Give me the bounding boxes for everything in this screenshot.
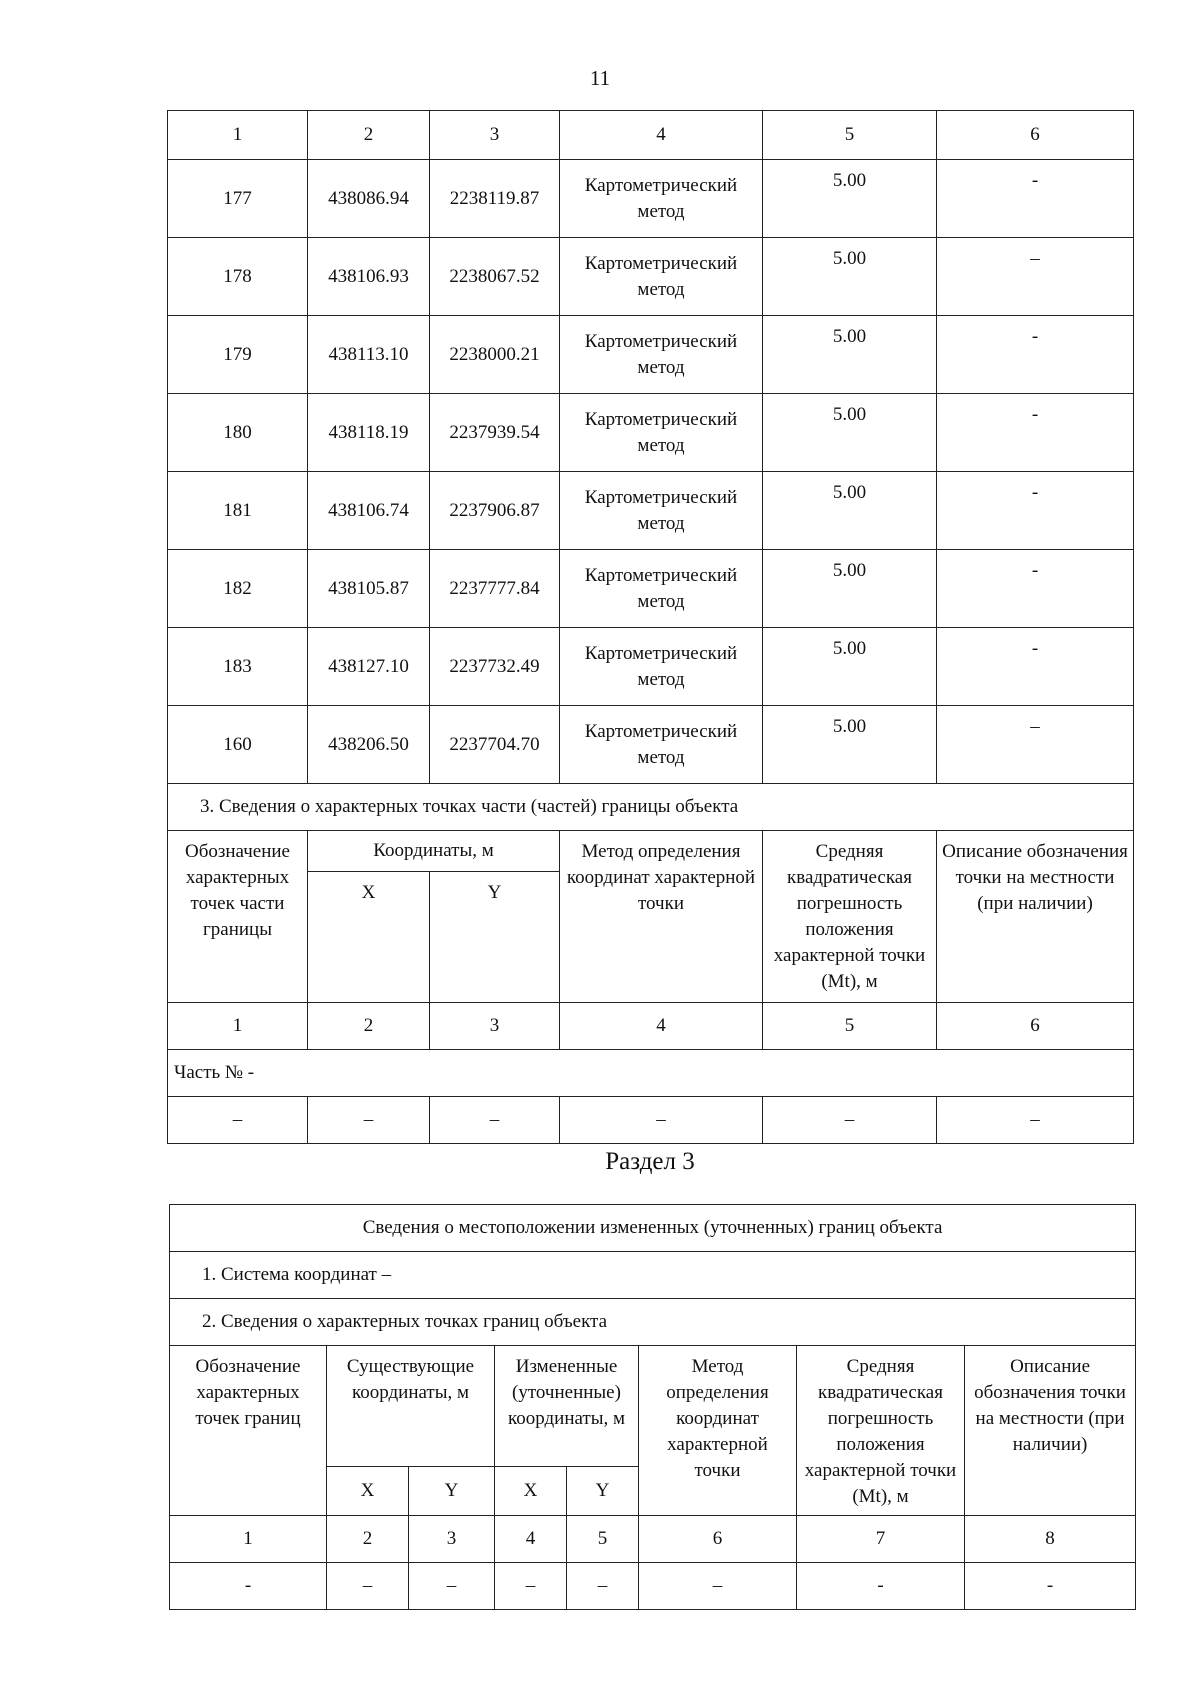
point-description: - bbox=[937, 394, 1134, 472]
header-y-changed: Y bbox=[567, 1467, 639, 1516]
header-y: Y bbox=[430, 872, 560, 1003]
header-changed-coordinates: Измененные (уточненные) координаты, м bbox=[495, 1346, 639, 1467]
point-designation: 179 bbox=[168, 316, 308, 394]
x-coordinate: 438113.10 bbox=[308, 316, 430, 394]
part-label: Часть № - bbox=[168, 1050, 1134, 1097]
col-number: 5 bbox=[763, 1003, 937, 1050]
x-coordinate: 438105.87 bbox=[308, 550, 430, 628]
method: Картометрический метод bbox=[560, 394, 763, 472]
method: Картометрический метод bbox=[560, 316, 763, 394]
table-row bbox=[168, 238, 1134, 316]
changed-boundaries-table bbox=[169, 1204, 1136, 1610]
col-number: 2 bbox=[327, 1516, 409, 1563]
empty-cell: – bbox=[430, 1097, 560, 1144]
column-number-row bbox=[170, 1516, 1136, 1563]
col-number: 8 bbox=[965, 1516, 1136, 1563]
method: Картометрический метод bbox=[560, 238, 763, 316]
point-description: – bbox=[937, 238, 1134, 316]
col-number: 6 bbox=[937, 111, 1134, 160]
point-designation: 183 bbox=[168, 628, 308, 706]
empty-cell: – bbox=[495, 1563, 567, 1610]
y-coordinate: 2237704.70 bbox=[430, 706, 560, 784]
method: Картометрический метод bbox=[560, 160, 763, 238]
x-coordinate: 438118.19 bbox=[308, 394, 430, 472]
method: Картометрический метод bbox=[560, 628, 763, 706]
table-row bbox=[168, 706, 1134, 784]
table-row bbox=[168, 160, 1134, 238]
point-designation: 178 bbox=[168, 238, 308, 316]
error-value: 5.00 bbox=[763, 394, 937, 472]
col-number: 3 bbox=[430, 111, 560, 160]
x-coordinate: 438106.74 bbox=[308, 472, 430, 550]
y-coordinate: 2237939.54 bbox=[430, 394, 560, 472]
header-method: Метод определения координат характерной точки bbox=[639, 1346, 797, 1516]
y-coordinate: 2237732.49 bbox=[430, 628, 560, 706]
col-number: 3 bbox=[409, 1516, 495, 1563]
point-description: - bbox=[937, 160, 1134, 238]
empty-cell: - bbox=[170, 1563, 327, 1610]
x-coordinate: 438086.94 bbox=[308, 160, 430, 238]
empty-cell: – bbox=[567, 1563, 639, 1610]
point-designation: 180 bbox=[168, 394, 308, 472]
empty-cell: – bbox=[168, 1097, 308, 1144]
y-coordinate: 2237777.84 bbox=[430, 550, 560, 628]
header-designation: Обозначение характерных точек части границы bbox=[168, 831, 308, 1003]
point-description: - bbox=[937, 316, 1134, 394]
header-existing-coordinates: Существующие координаты, м bbox=[327, 1346, 495, 1467]
empty-cell: – bbox=[937, 1097, 1134, 1144]
column-number-row bbox=[168, 1003, 1134, 1050]
table-row bbox=[168, 394, 1134, 472]
table-row bbox=[168, 628, 1134, 706]
header-error: Средняя квадратическая погрешность положения характерной точки (Mt), м bbox=[797, 1346, 965, 1516]
empty-cell: - bbox=[965, 1563, 1136, 1610]
col-number: 4 bbox=[560, 111, 763, 160]
page-number: 11 bbox=[589, 66, 611, 90]
y-coordinate: 2238119.87 bbox=[430, 160, 560, 238]
point-description: - bbox=[937, 550, 1134, 628]
section-title: Раздел 3 bbox=[605, 1148, 695, 1175]
point-description: – bbox=[937, 706, 1134, 784]
table-row bbox=[168, 472, 1134, 550]
error-value: 5.00 bbox=[763, 316, 937, 394]
empty-cell: - bbox=[797, 1563, 965, 1610]
error-value: 5.00 bbox=[763, 238, 937, 316]
y-coordinate: 2238067.52 bbox=[430, 238, 560, 316]
point-designation: 160 bbox=[168, 706, 308, 784]
error-value: 5.00 bbox=[763, 472, 937, 550]
part-section-title: 3. Сведения о характерных точках части (частей) границы объекта bbox=[168, 784, 1134, 831]
col-number: 1 bbox=[168, 1003, 308, 1050]
points-section-title: 2. Сведения о характерных точках границ объекта bbox=[170, 1299, 1136, 1346]
header-error: Средняя квадратическая погрешность положения характерной точки (Mt), м bbox=[763, 831, 937, 1003]
x-coordinate: 438106.93 bbox=[308, 238, 430, 316]
col-number: 2 bbox=[308, 111, 430, 160]
point-designation: 181 bbox=[168, 472, 308, 550]
col-number: 6 bbox=[639, 1516, 797, 1563]
header-method: Метод определения координат характерной точки bbox=[560, 831, 763, 1003]
empty-cell: – bbox=[639, 1563, 797, 1610]
point-designation: 182 bbox=[168, 550, 308, 628]
method: Картометрический метод bbox=[560, 706, 763, 784]
col-number: 1 bbox=[168, 111, 308, 160]
col-number: 4 bbox=[560, 1003, 763, 1050]
header-y-existing: Y bbox=[409, 1467, 495, 1516]
y-coordinate: 2237906.87 bbox=[430, 472, 560, 550]
col-number: 5 bbox=[763, 111, 937, 160]
x-coordinate: 438206.50 bbox=[308, 706, 430, 784]
col-number: 2 bbox=[308, 1003, 430, 1050]
error-value: 5.00 bbox=[763, 706, 937, 784]
col-number: 4 bbox=[495, 1516, 567, 1563]
point-description: - bbox=[937, 472, 1134, 550]
empty-cell: – bbox=[560, 1097, 763, 1144]
col-number: 6 bbox=[937, 1003, 1134, 1050]
col-number: 1 bbox=[170, 1516, 327, 1563]
header-x-changed: X bbox=[495, 1467, 567, 1516]
error-value: 5.00 bbox=[763, 628, 937, 706]
column-number-row bbox=[168, 111, 1134, 160]
table-title: Сведения о местоположении измененных (уточненных) границ объекта bbox=[170, 1205, 1136, 1252]
empty-cell: – bbox=[327, 1563, 409, 1610]
table-row bbox=[168, 316, 1134, 394]
header-designation: Обозначение характерных точек границ bbox=[170, 1346, 327, 1516]
point-designation: 177 bbox=[168, 160, 308, 238]
y-coordinate: 2238000.21 bbox=[430, 316, 560, 394]
header-x-existing: X bbox=[327, 1467, 409, 1516]
point-description: - bbox=[937, 628, 1134, 706]
boundary-points-table bbox=[167, 110, 1134, 1144]
table-row bbox=[170, 1563, 1136, 1610]
method: Картометрический метод bbox=[560, 472, 763, 550]
header-coordinates: Координаты, м bbox=[308, 831, 560, 872]
header-description: Описание обозначения точки на местности (при наличии) bbox=[937, 831, 1134, 1003]
table-row bbox=[168, 550, 1134, 628]
col-number: 7 bbox=[797, 1516, 965, 1563]
x-coordinate: 438127.10 bbox=[308, 628, 430, 706]
empty-cell: – bbox=[308, 1097, 430, 1144]
col-number: 5 bbox=[567, 1516, 639, 1563]
col-number: 3 bbox=[430, 1003, 560, 1050]
header-x: X bbox=[308, 872, 430, 1003]
empty-cell: – bbox=[763, 1097, 937, 1144]
header-description: Описание обозначения точки на местности (при наличии) bbox=[965, 1346, 1136, 1516]
table-row bbox=[168, 1097, 1134, 1144]
error-value: 5.00 bbox=[763, 550, 937, 628]
method: Картометрический метод bbox=[560, 550, 763, 628]
coordinate-system: 1. Система координат – bbox=[170, 1252, 1136, 1299]
empty-cell: – bbox=[409, 1563, 495, 1610]
error-value: 5.00 bbox=[763, 160, 937, 238]
